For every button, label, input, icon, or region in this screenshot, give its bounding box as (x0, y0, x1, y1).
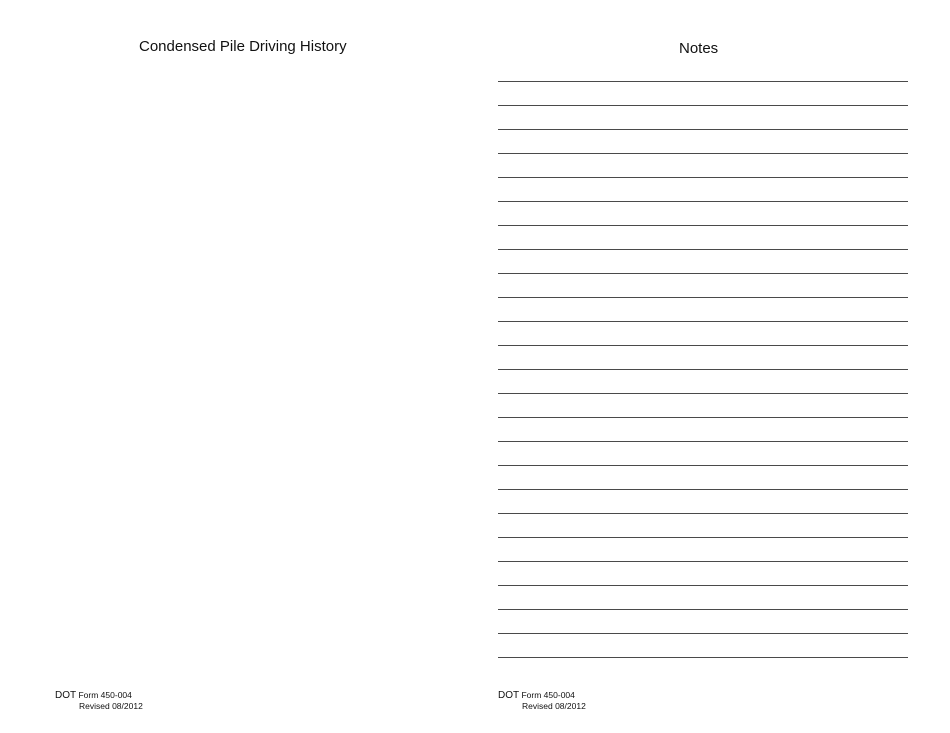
footer-line-1 (55, 690, 143, 701)
note-line (498, 441, 908, 464)
note-line (498, 105, 908, 128)
footer-form-number: Form 450-004 (78, 690, 132, 700)
note-line (498, 633, 908, 656)
note-line (498, 489, 908, 512)
note-line (498, 345, 908, 368)
note-line (498, 249, 908, 272)
note-line (498, 393, 908, 416)
note-line (498, 297, 908, 320)
footer-revised: Revised 08/2012 (522, 701, 586, 711)
notes-lines (498, 81, 908, 681)
note-line (498, 129, 908, 152)
notes-title: Notes (679, 40, 719, 57)
note-line (498, 537, 908, 560)
right-page (475, 0, 950, 733)
footer-form-number: Form 450-004 (521, 690, 575, 700)
note-line (498, 369, 908, 392)
note-line (498, 225, 908, 248)
note-line (498, 321, 908, 344)
note-line (498, 81, 908, 104)
form-footer (55, 690, 143, 711)
footer-agency: DOT (55, 690, 77, 701)
note-line (498, 585, 908, 608)
footer-agency: DOT (498, 690, 520, 701)
footer-line-1 (498, 690, 586, 701)
note-line (498, 153, 908, 176)
page-title: Condensed Pile Driving History (139, 38, 347, 55)
note-line (498, 177, 908, 200)
note-line (498, 201, 908, 224)
footer-revised: Revised 08/2012 (79, 701, 143, 711)
form-footer (498, 690, 586, 711)
note-line (498, 609, 908, 632)
note-line (498, 513, 908, 536)
note-line (498, 465, 908, 488)
note-line (498, 417, 908, 440)
note-line (498, 273, 908, 296)
note-line (498, 657, 908, 680)
note-line (498, 561, 908, 584)
